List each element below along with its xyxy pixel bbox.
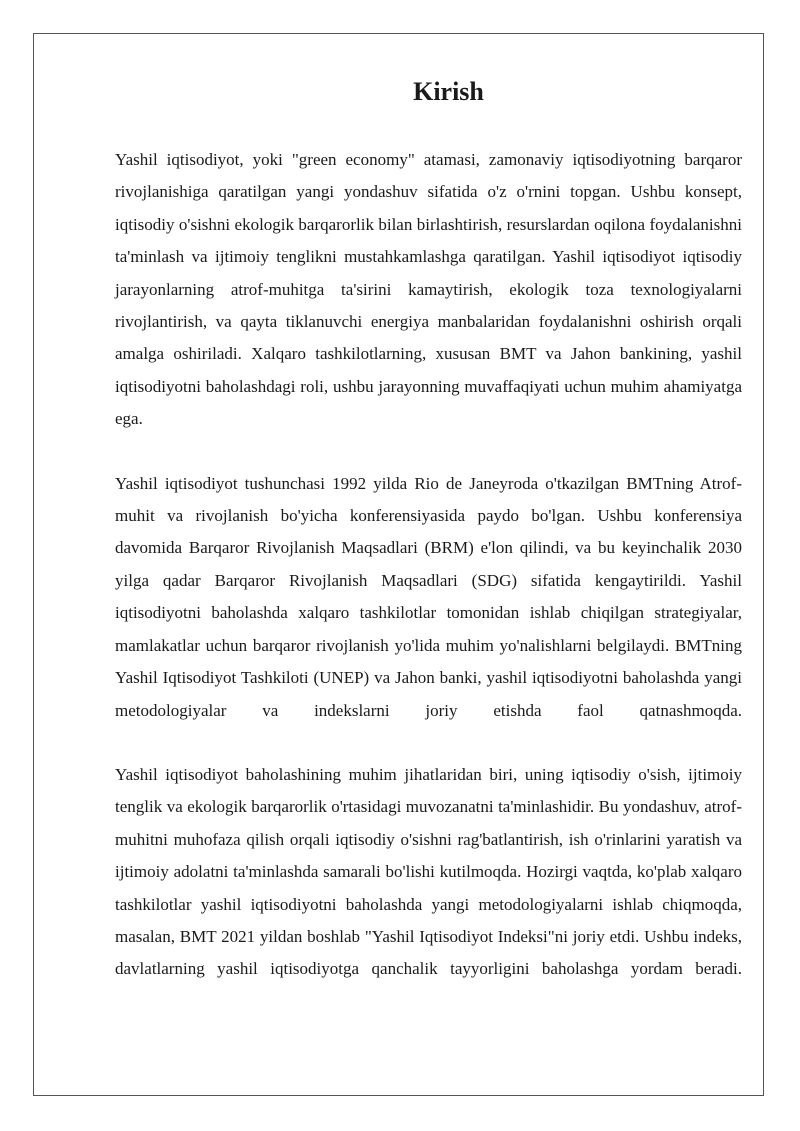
paragraph-1: Yashil iqtisodiyot, yoki "green economy" atamasi, zamonaviy iqtisodiyotning barqaror rivojlanishiga qaratilgan yangi yondashuv sifatida o'z o'rnini topgan. Ushbu konsept, iqtisodiy o'sishni ekologik barqarorlik bilan birlashtirish, resurslardan oqilona foydalanishni ta'minlash va ijtimoiy tenglikni mustahkamlashga qaratilgan. Yashil iqtisodiyot iqtisodiy jarayonlarning atrof-muhitga ta'sirini kamaytirish, ekologik toza texnologiyalarni rivojlantirish, va qayta tiklanuvchi energiya manbalaridan foydalanishni oshirish orqali amalga oshiriladi. Xalqaro tashkilotlarning, xususan BMT va Jahon bankining, yashil iqtisodiyotni baholashdagi roli, ushbu jarayonning muvaffaqiyati uchun muhim ahamiyatga ega. [115, 150, 742, 429]
document-body [115, 68, 742, 1018]
paragraph-3: Yashil iqtisodiyot baholashining muhim jihatlaridan biri, uning iqtisodiy o'sish, ijtimoiy tenglik va ekologik barqarorlik o'rtasidagi muvozanatni ta'minlashidir. Bu yondashuv, atrof-muhitni muhofaza qilish orqali iqtisodiy o'sishni rag'batlantirish, ish o'rinlarini yaratish va ijtimoiy adolatni ta'minlashda samarali bo'lishi kutilmoqda. Hozirgi vaqtda, ko'plab xalqaro tashkilotlar yashil iqtisodiyotni baholashda yangi metodologiyalarni ishlab chiqmoqda, masalan, BMT 2021 yildan boshlab "Yashil Iqtisodiyot Indeksi"ni joriy etdi. Ushbu indeks, davlatlarning yashil iqtisodiyotga qanchalik tayyorligini baholashga yordam beradi. [115, 764, 742, 979]
paragraph-2: Yashil iqtisodiyot tushunchasi 1992 yilda Rio de Janeyroda o'tkazilgan BMTning Atrof-muhit va rivojlanish bo'yicha konferensiyasida paydo bo'lgan. Ushbu konferensiya davomida Barqaror Rivojlanish Maqsadlari (BRM) e'lon qilindi, va bu keyinchalik 2030 yilga qadar Barqaror Rivojlanish Maqsadlari (SDG) sifatida kengaytirildi. Yashil iqtisodiyotni baholashda xalqaro tashkilotlar tomonidan ishlab chiqilgan strategiyalar, mamlakatlar uchun barqaror rivojlanish yo'lida muhim yo'nalishlarni belgilaydi. BMTning Yashil Iqtisodiyot Tashkiloti (UNEP) va Jahon banki, yashil iqtisodiyotni baholashda yangi metodologiyalar va indekslarni joriy etishda faol qatnashmoqda. [115, 473, 742, 720]
page-title: Kirish [413, 77, 484, 106]
